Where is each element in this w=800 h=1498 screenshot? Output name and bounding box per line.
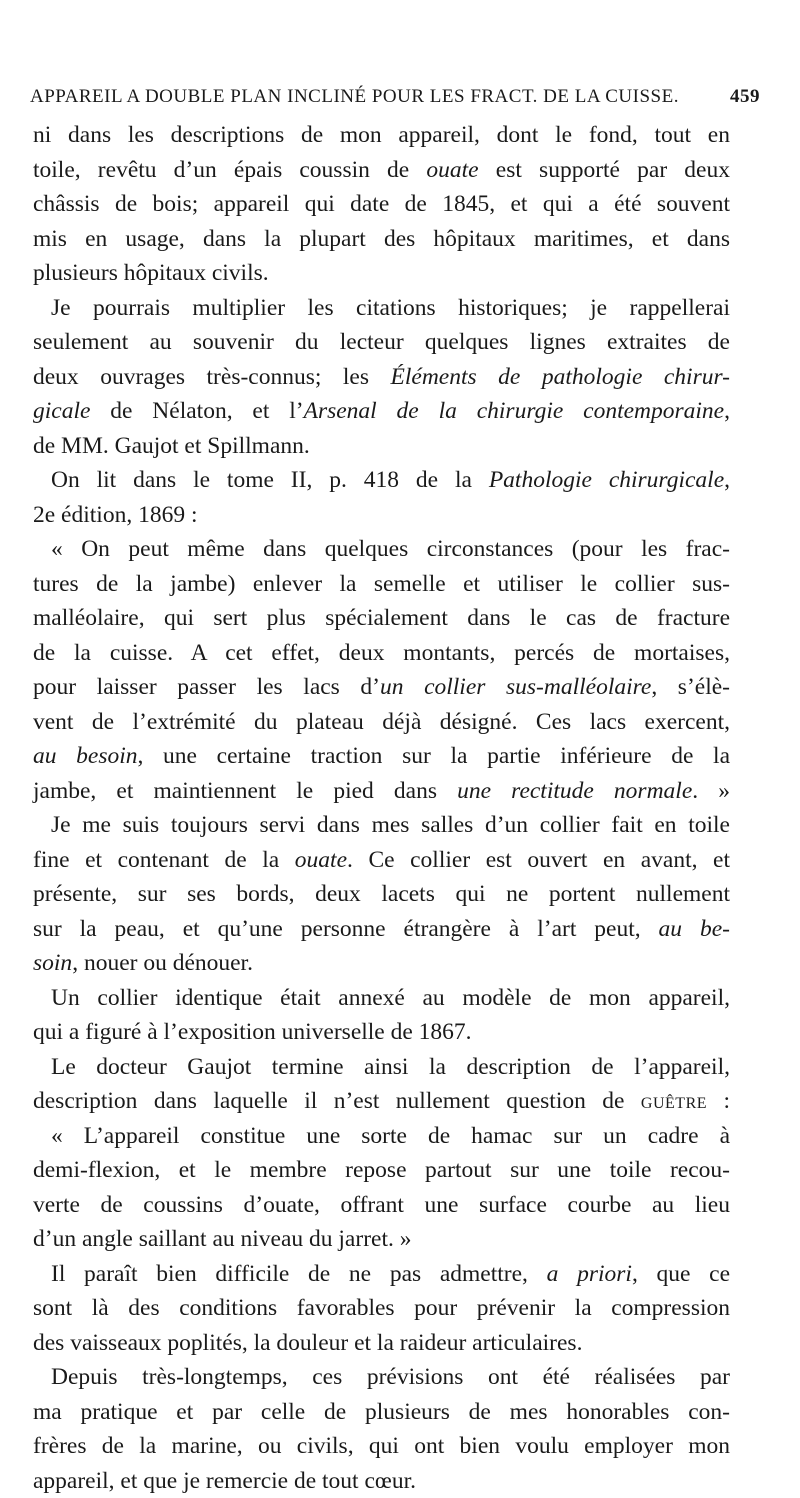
- italic-text: Arsenal de la chirurgie contemporaine: [304, 398, 725, 424]
- italic-text: un collier sus-malléolaire: [380, 674, 651, 700]
- text-line: [33, 843, 730, 878]
- text-run: d’un angle saillant au niveau du jarret. »: [33, 1226, 411, 1252]
- text-run: deux ouvrages très-connus; les: [33, 364, 391, 390]
- italic-text: Éléments de pathologie chirur-: [391, 364, 730, 390]
- text-run: sur la peau, et qu’une personne étrangère à l’art peut,: [33, 916, 659, 942]
- text-line: [33, 981, 730, 1016]
- page-number: 459: [730, 86, 760, 108]
- italic-text: Pathologie chirurgicale: [489, 467, 724, 493]
- text-line: [33, 774, 730, 809]
- text-line: [33, 877, 730, 912]
- text-line: [33, 1084, 730, 1119]
- text-line: [33, 1119, 730, 1154]
- text-line: [33, 498, 730, 533]
- text-line: [33, 325, 730, 360]
- text-line: [33, 1153, 730, 1188]
- text-line: [33, 187, 730, 222]
- italic-text: ouate: [295, 847, 347, 873]
- running-title: APPAREIL A DOUBLE PLAN INCLINÉ POUR LES FRACT. DE LA CUISSE.: [30, 86, 679, 108]
- text-run: :: [707, 1088, 730, 1114]
- text-line: [33, 153, 730, 188]
- text-line: [33, 1015, 730, 1050]
- text-run: ,: [724, 398, 730, 424]
- text-line: [33, 567, 730, 602]
- text-run: demi-flexion, et le membre repose partout sur une toile recou-: [33, 1157, 730, 1183]
- text-run: Il paraît bien difficile de ne pas admettre,: [51, 1261, 547, 1287]
- text-run: seulement au souvenir du lecteur quelques lignes extraites de: [33, 329, 730, 355]
- text-run: Un collier identique était annexé au modèle de mon appareil,: [51, 985, 730, 1011]
- text-run: de la cuisse. A cet effet, deux montants, percés de mortaises,: [33, 640, 730, 666]
- text-line: [33, 1050, 730, 1085]
- text-run: verte de coussins d’ouate, offrant une surface courbe au lieu: [33, 1192, 730, 1218]
- text-line: [33, 429, 730, 464]
- text-run: malléolaire, qui sert plus spécialement dans le cas de fracture: [33, 605, 730, 631]
- italic-text: ouate: [426, 157, 478, 183]
- text-run: toile, revêtu d’un épais coussin de: [33, 157, 426, 183]
- text-run: Depuis très-longtemps, ces prévisions ont été réalisées par: [51, 1364, 730, 1390]
- text-run: qui a figuré à l’exposition universelle de 1867.: [33, 1019, 472, 1045]
- text-run: ni dans les descriptions de mon appareil, dont le fond, tout en: [33, 122, 730, 148]
- text-line: [33, 808, 730, 843]
- text-line: [33, 463, 730, 498]
- body-text: [33, 118, 730, 1498]
- text-run: , nouer ou dénouer.: [72, 950, 253, 976]
- text-run: mis en usage, dans la plupart des hôpitaux maritimes, et dans: [33, 226, 730, 252]
- text-line: [33, 1291, 730, 1326]
- text-run: , que ce: [632, 1261, 730, 1287]
- text-run: fine et contenant de la: [33, 847, 295, 873]
- text-line: [33, 256, 730, 291]
- text-line: [33, 118, 730, 153]
- running-header: [30, 86, 760, 116]
- text-run: de MM. Gaujot et Spillmann.: [33, 433, 310, 459]
- text-line: [33, 532, 730, 567]
- italic-text: au be-: [659, 916, 730, 942]
- text-run: On lit dans le tome II, p. 418 de la: [51, 467, 489, 493]
- text-line: [33, 636, 730, 671]
- text-run: de Nélaton, et l’: [90, 398, 303, 424]
- text-run: frères de la marine, ou civils, qui ont bien voulu employer mon: [33, 1433, 730, 1459]
- text-run: des vaisseaux poplités, la douleur et la raideur articulaires.: [33, 1330, 582, 1356]
- text-line: [33, 1188, 730, 1223]
- text-run: , s’élè-: [651, 674, 730, 700]
- text-run: . »: [692, 778, 730, 804]
- italic-text: gicale: [33, 398, 90, 424]
- text-run: châssis de bois; appareil qui date de 1845, et qui a été souvent: [33, 191, 730, 217]
- text-line: [33, 670, 730, 705]
- text-run: Le docteur Gaujot termine ainsi la description de l’appareil,: [51, 1054, 730, 1080]
- text-run: plusieurs hôpitaux civils.: [33, 260, 269, 286]
- text-line: [33, 222, 730, 257]
- text-run: ,: [724, 467, 730, 493]
- text-line: [33, 705, 730, 740]
- text-line: [33, 1222, 730, 1257]
- text-line: [33, 1326, 730, 1361]
- text-run: Je me suis toujours servi dans mes salles d’un collier fait en toile: [51, 812, 730, 838]
- text-run: vent de l’extrémité du plateau déjà désigné. Ces lacs exercent,: [33, 709, 730, 735]
- text-line: [33, 739, 730, 774]
- small-caps-text: guêtre: [641, 1088, 707, 1114]
- text-run: est supporté par deux: [479, 157, 730, 183]
- text-run: appareil, et que je remercie de tout cœur.: [33, 1468, 416, 1494]
- text-run: tures de la jambe) enlever la semelle et utiliser le collier sus-: [33, 571, 730, 597]
- text-run: présente, sur ses bords, deux lacets qui ne portent nullement: [33, 881, 730, 907]
- text-line: [33, 912, 730, 947]
- text-run: « L’appareil constitue une sorte de hamac sur un cadre à: [51, 1123, 730, 1149]
- text-run: , une certaine traction sur la partie inférieure de la: [138, 743, 730, 769]
- text-line: [33, 1429, 730, 1464]
- text-run: pour laisser passer les lacs d’: [33, 674, 380, 700]
- italic-text: une rectitude normale: [457, 778, 692, 804]
- text-line: [33, 601, 730, 636]
- text-run: . Ce collier est ouvert en avant, et: [347, 847, 730, 873]
- text-line: [33, 946, 730, 981]
- text-line: [33, 1464, 730, 1498]
- text-line: [33, 360, 730, 395]
- text-line: [33, 1395, 730, 1430]
- italic-text: a priori: [547, 1261, 632, 1287]
- text-run: description dans laquelle il n’est nullement question de: [33, 1088, 641, 1114]
- text-line: [33, 1360, 730, 1395]
- text-run: 2e édition, 1869 :: [33, 502, 197, 528]
- italic-text: soin: [33, 950, 72, 976]
- text-run: Je pourrais multiplier les citations historiques; je rappellerai: [51, 295, 730, 321]
- text-run: sont là des conditions favorables pour prévenir la compression: [33, 1295, 730, 1321]
- text-run: ma pratique et par celle de plusieurs de mes honorables con-: [33, 1399, 730, 1425]
- text-run: « On peut même dans quelques circonstances (pour les frac-: [51, 536, 730, 562]
- italic-text: au besoin: [33, 743, 138, 769]
- text-line: [33, 394, 730, 429]
- text-run: jambe, et maintiennent le pied dans: [33, 778, 457, 804]
- text-line: [33, 291, 730, 326]
- text-line: [33, 1257, 730, 1292]
